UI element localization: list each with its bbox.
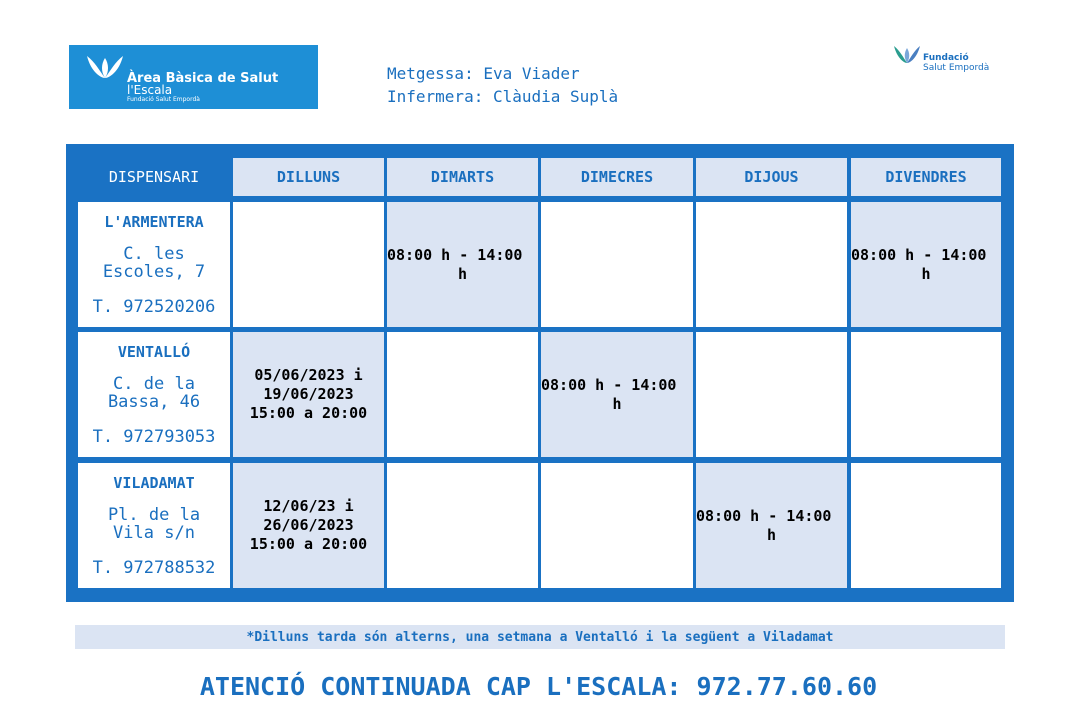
slot-viladamat-divendres — [851, 463, 1001, 588]
logo-title: Àrea Bàsica de Salut — [127, 71, 279, 86]
slot-time-unit: h — [457, 264, 468, 283]
doctor-name: Metgessa: Eva Viader — [387, 64, 580, 83]
slot-armentera-divendres — [851, 202, 1001, 327]
nurse-name: Infermera: Clàudia Suplà — [387, 87, 619, 106]
dispensari-name: VENTALLÓ — [117, 342, 191, 361]
col-header-dimarts: DIMARTS — [387, 158, 538, 196]
dispensari-phone: T. 972520206 — [92, 296, 216, 317]
dispensari-viladamat — [78, 463, 230, 588]
slot-viladamat-dimecres — [541, 463, 693, 588]
dispensari-armentera — [78, 202, 230, 327]
slot-viladamat-dimarts — [387, 463, 538, 588]
slot-ventallo-dimarts — [387, 332, 538, 457]
slot-ventallo-divendres — [851, 332, 1001, 457]
leaf-logo-icon — [892, 43, 922, 67]
alternating-note: *Dilluns tarda són alterns, una setmana a Ventalló i la següent a Viladamat — [75, 625, 1005, 649]
slot-armentera-dimarts — [387, 202, 538, 327]
slot-time-unit: h — [612, 394, 622, 413]
leaf-logo-icon — [83, 52, 127, 82]
slot-time: 08:00 h - 14:00 — [696, 506, 832, 525]
abs-lescala-logo — [69, 45, 318, 109]
dispensari-address: C. les Escoles, 7 — [102, 243, 206, 282]
slot-time: 08:00 h - 14:00 — [387, 245, 523, 264]
col-header-divendres: DIVENDRES — [851, 158, 1001, 196]
fundacio-line2: Salut Empordà — [923, 63, 990, 73]
slot-time: 08:00 h - 14:00 — [541, 375, 677, 394]
slot-ventallo-dijous — [696, 332, 847, 457]
slot-armentera-dimecres — [541, 202, 693, 327]
slot-time-unit: h — [766, 525, 777, 544]
col-header-dispensari: DISPENSARI — [78, 158, 230, 196]
col-header-dijous: DIJOUS — [696, 158, 847, 196]
logo-subtitle: l'Escala — [127, 83, 173, 97]
dispensari-name: L'ARMENTERA — [104, 212, 204, 231]
col-header-dimecres: DIMECRES — [541, 158, 693, 196]
slot-time: 08:00 h - 14:00 — [851, 245, 987, 264]
dispensari-phone: T. 972788532 — [92, 557, 216, 578]
slot-viladamat-dijous — [696, 463, 847, 588]
dispensari-phone: T. 972793053 — [92, 426, 216, 447]
dispensari-address: C. de la Bassa, 46 — [107, 373, 201, 412]
dispensari-ventallo — [78, 332, 230, 457]
slot-time-unit: h — [921, 264, 931, 283]
dispensari-address: Pl. de la Vila s/n — [107, 504, 201, 543]
slot-ventallo-dilluns: 05/06/2023 i 19/06/2023 15:00 a 20:00 — [233, 332, 384, 457]
slot-ventallo-dimecres — [541, 332, 693, 457]
slot-armentera-dijous — [696, 202, 847, 327]
fundacio-line1: Fundació — [923, 53, 969, 63]
slot-armentera-dilluns — [233, 202, 384, 327]
staff-info — [387, 62, 618, 108]
slot-viladamat-dilluns: 12/06/23 i 26/06/2023 15:00 a 20:00 — [233, 463, 384, 588]
schedule-table — [66, 144, 1014, 602]
fundacio-logo — [890, 40, 1015, 80]
col-header-dilluns: DILLUNS — [233, 158, 384, 196]
dispensari-name: VILADAMAT — [113, 473, 195, 492]
continuous-care-phone: ATENCIÓ CONTINUADA CAP L'ESCALA: 972.77.60.60 — [199, 672, 878, 701]
logo-org: Fundació Salut Empordà — [127, 96, 200, 103]
